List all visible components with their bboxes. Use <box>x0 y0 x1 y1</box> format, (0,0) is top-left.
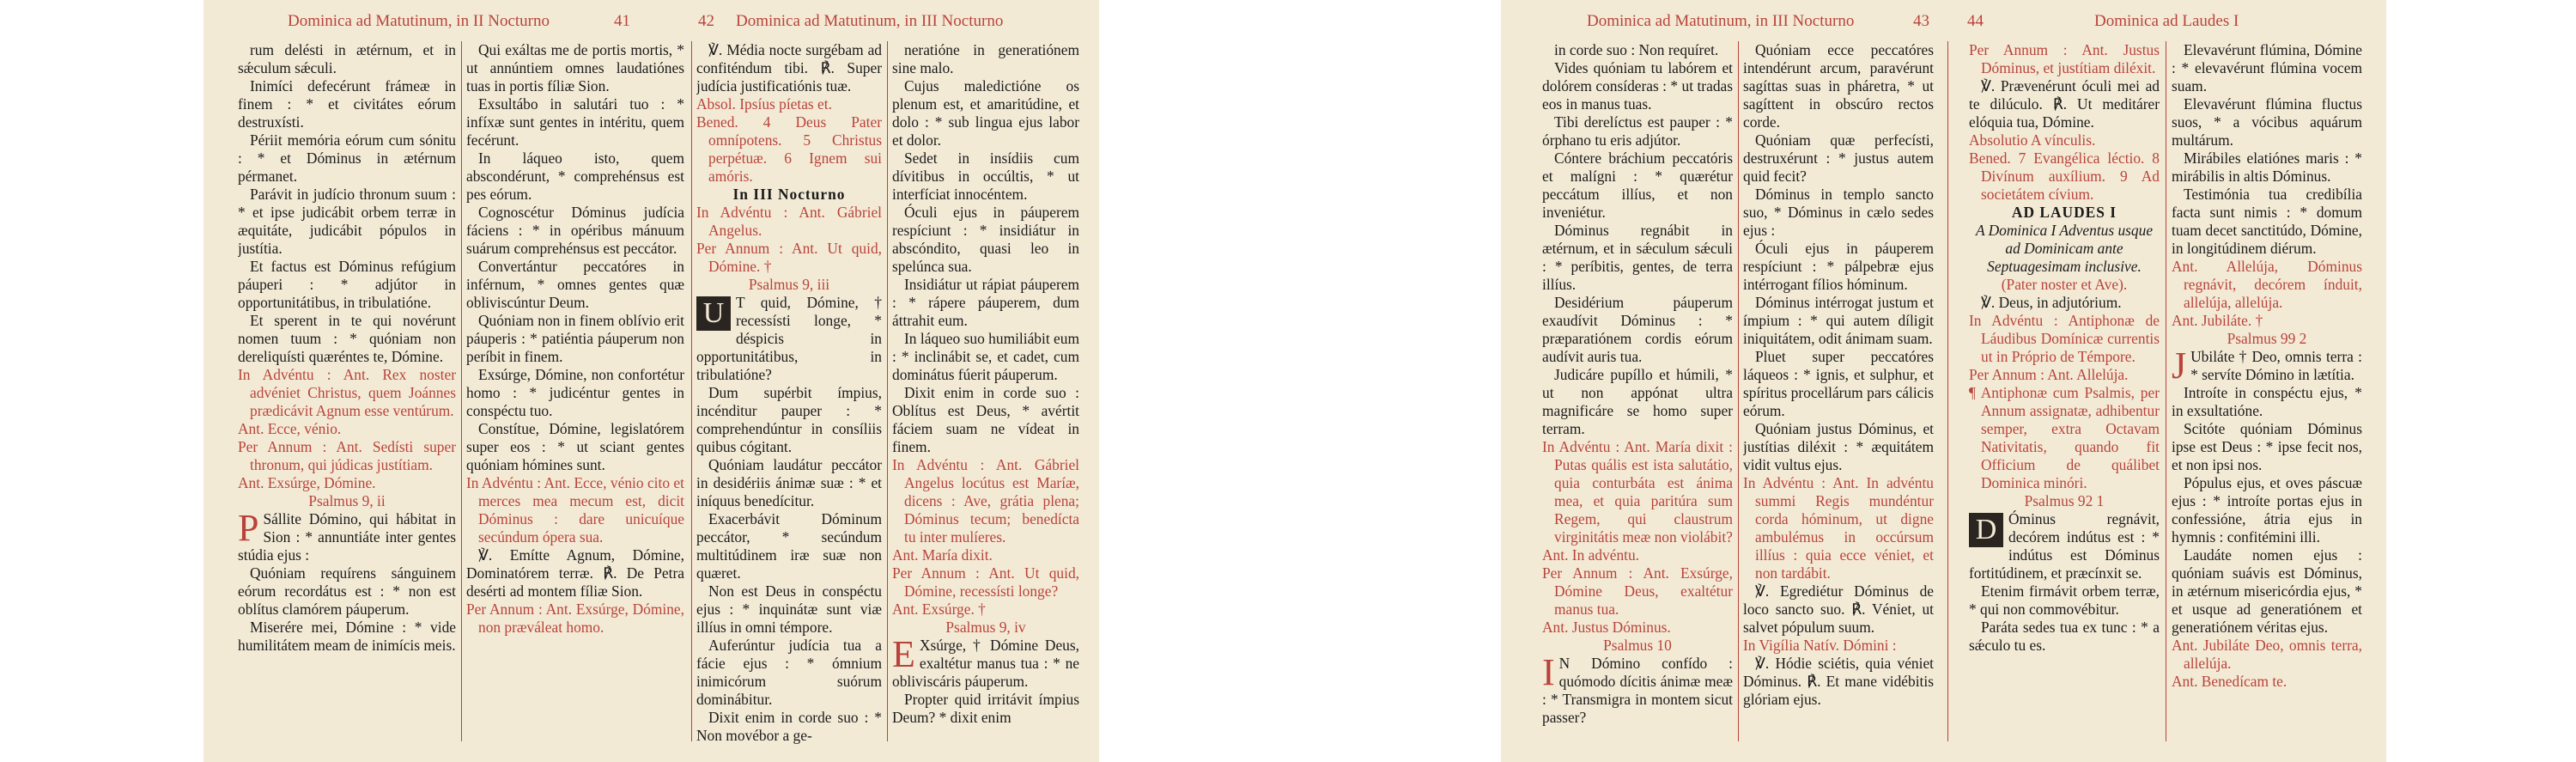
verse: Quóniam non in finem oblívio erit páuperis : * patiéntia páuperum non períbit in finem. <box>466 312 684 365</box>
rubric: Bened. 4 Deus Pater omnípotens. 5 Christus perpétuæ. 6 Ignem sui amóris. <box>696 113 882 185</box>
verse: Sedet in insídiis cum dívitibus in occúltis, * ut interfíciat innocéntem. <box>892 149 1079 203</box>
psalm-verse <box>2172 344 2362 387</box>
rubric: Per Annum : Ant. Ut quid, Dómine, recessísti longe? <box>892 564 1079 600</box>
verse: Inimíci defecérunt frámeæ in finem : * et civitátes eórum destruxísti. <box>238 77 456 131</box>
verse-text: Óminus regnávit, decórem indútus est : * indútus est Dóminus fortitúdinem, et præcínxit se. <box>1969 510 2160 582</box>
psalm-heading: Psalmus 9, iv <box>945 619 1026 636</box>
column-rule <box>887 41 888 741</box>
verse: Elevavérunt flúmina, Dómine : * elevavérunt flúmina vocem suam. <box>2172 41 2362 94</box>
page-number: 44 <box>1967 12 1984 30</box>
column-rule <box>1738 41 1739 741</box>
drop-cap: E <box>892 633 915 675</box>
section-heading: In III Nocturno <box>732 186 846 203</box>
verse: Óculi ejus in páuperem respíciunt : * insidiátur in abscóndito, quasi leo in spelúnca sua. <box>892 204 1079 275</box>
rubric: Ant. Benedícam te. <box>2172 673 2287 690</box>
verse: Desidérium páuperum exaudívit Dóminus : * præparatiónem cordis eórum audívit auris tua. <box>1542 294 1733 365</box>
column-rule <box>461 41 462 741</box>
rubric: In Vigília Natív. Dómini : <box>1743 637 1897 654</box>
psalm-verse <box>892 633 1079 691</box>
text-column <box>238 41 456 754</box>
verse: Judicáre pupíllo et húmili, * ut non appónat ultra magnificáre se homo super terram. <box>1542 366 1733 437</box>
text-column <box>696 41 882 754</box>
verse-text: N Dómino confído : quómodo dícitis ánimæ meæ : * Transmigra in montem sicut passer? <box>1542 655 1733 726</box>
verse: in corde suo : Non requíret. <box>1554 41 1719 58</box>
rubric-note: A Dominica I Adventus usque ad Dominicam ante Septuagesimam inclusive. <box>1975 222 2154 275</box>
verse: Tibi derelíctus est pauper : * órphano tu eris adjútor. <box>1542 113 1733 149</box>
verse: ℣. Hódie sciétis, quia véniet Dóminus. ℟. Et mane vidébitis glóriam ejus. <box>1743 655 1934 708</box>
psalm-heading: Psalmus 9, iii <box>748 276 830 293</box>
psalm-verse <box>696 294 882 384</box>
page-43 <box>1501 0 1957 762</box>
verse: rum delésti in ætérnum, et in sǽculum sǽculi. <box>238 41 456 76</box>
verse: Miserére mei, Dómine : * vide humilitátem meam de inimícis meis. <box>238 619 456 654</box>
verse: Testimónia tua credibília facta sunt nimis : * domum tuam decet sanctitúdo, Dómine, in longitúdinem diérum. <box>2172 186 2362 257</box>
verse: Paráta sedes tua ex tunc : * a sǽculo tu es. <box>1969 619 2160 654</box>
verse: neratióne in generatiónem sine malo. <box>892 41 1079 76</box>
verse: Dixit enim in corde suo : Oblítus est Deus, * avértit fáciem suam ne vídeat in finem. <box>892 384 1079 455</box>
verse-text: Sállite Dómino, qui hábitat in Sion : * annuntiáte inter gentes stúdia ejus : <box>238 510 456 564</box>
verse: Dum supérbit ímpius, incénditur pauper : * comprehendúntur in consíliis quibus cógitant. <box>696 384 882 455</box>
verse: Et sperent in te qui novérunt nomen tuum : * quóniam non dereliquísti quæréntes te, Dómine. <box>238 312 456 365</box>
rubric: Ant. Justus Dóminus. <box>1542 619 1671 636</box>
rubric: Absol. Ipsíus píetas et. <box>696 95 832 113</box>
verse: Non est Deus in conspéctu ejus : * inquinátæ sunt viæ illíus in omni témpore. <box>696 582 882 636</box>
rubric: Bened. 7 Evangélica léctio. 8 Divínum auxílium. 9 Ad societátem cívium. <box>1969 149 2160 203</box>
column-rule <box>1947 41 1948 741</box>
rubric: In Advéntu : Ant. Ecce, vénio cito et merces mea mecum est, dicit Dóminus : dare unicuíque secúndum ópera sua. <box>466 474 684 546</box>
column-rule <box>691 41 692 741</box>
verse: ℣. Egrediétur Dóminus de loco sancto suo. ℟. Véniet, ut salvet pópulum suum. <box>1743 582 1934 636</box>
verse: Constítue, Dómine, legislatórem super eos : * ut sciant gentes quóniam hómines sunt. <box>466 420 684 473</box>
rubric: Ant. In advéntu. <box>1542 546 1640 564</box>
text-column <box>2172 41 2362 754</box>
verse: Exsultábo in salutári tuo : * infíxæ sunt gentes in intéritu, quem fecérunt. <box>466 95 684 149</box>
psalm-heading: (Pater noster et Ave). <box>2001 276 2128 293</box>
psalm-heading: Psalmus 10 <box>1603 637 1672 654</box>
verse: Quóniam laudátur peccátor in desidériis ánimæ suæ : * et iníquus benedícitur. <box>696 456 882 509</box>
verse: Óculi ejus in páuperem respíciunt : * pálpebræ ejus intérrogant fílios hóminum. <box>1743 240 1934 293</box>
verse: Insidiátur ut rápiat páuperem : * rápere páuperem, dum áttrahit eum. <box>892 276 1079 329</box>
verse: Scitóte quóniam Dóminus ipse est Deus : * ipse fecit nos, et non ipsi nos. <box>2172 420 2362 473</box>
rubric: Per Annum : Ant. Ut quid, Dómine. † <box>696 240 882 275</box>
page-42 <box>686 0 1099 762</box>
psalm-verse <box>1969 510 2160 582</box>
rubric: Ant. Exsúrge. † <box>892 600 986 618</box>
verse: ℣. Deus, in adjutórium. <box>1981 294 2122 311</box>
verse: Et factus est Dóminus refúgium páuperi : * adjútor in opportunitátibus, in tribulatióne. <box>238 258 456 311</box>
rubric: In Advéntu : Ant. Rex noster advéniet Christus, quem Joánnes prædicávit Agnum esse ventúrum. <box>238 366 456 419</box>
drop-cap: I <box>1542 651 1555 693</box>
running-header: Dominica ad Laudes I <box>2094 12 2239 30</box>
psalm-heading: Psalmus 99 2 <box>2227 330 2307 347</box>
text-column <box>1969 41 2160 754</box>
verse: Exsúrge, Dómine, non confortétur homo : * judicéntur gentes in conspéctu tuo. <box>466 366 684 419</box>
rubric: ¶ Antiphonæ cum Psalmis, per Annum assignatæ, adhibentur semper, extra Octavam Nativitatis, quando fit Officium de quálibet Dominica minóri. <box>1969 384 2160 491</box>
rubric: Ant. María dixit. <box>892 546 993 564</box>
drop-cap: U <box>696 296 731 331</box>
verse: Exacerbávit Dóminum peccátor, * secúndum multitúdinem iræ suæ non quæret. <box>696 510 882 582</box>
verse: Pluet super peccatóres láqueos : * ignis, et sulphur, et spíritus procellárum pars cálicis eórum. <box>1743 348 1934 419</box>
verse: ℣. Emítte Agnum, Dómine, Dominatórem terræ. ℟. De Petra desérti ad montem fíliæ Sion. <box>466 546 684 600</box>
verse: Qui exáltas me de portis mortis, * ut annúntiem omnes laudatiónes tuas in portis fíliæ Sion. <box>466 41 684 94</box>
verse-text: T quid, Dómine, † recessísti longe, * déspicis in opportunitátibus, in tribulatióne? <box>696 294 882 383</box>
verse: Etenim firmávit orbem terræ, * qui non commovébitur. <box>1969 582 2160 618</box>
page-number: 42 <box>698 12 714 30</box>
rubric: Ant. Jubiláte Deo, omnis terra, allelúja. <box>2172 637 2362 672</box>
verse: Dóminus in templo sancto suo, * Dóminus in cælo sedes ejus : <box>1743 186 1934 239</box>
verse: Quóniam ecce peccatóres intendérunt arcum, paravérunt sagíttas suas in pháretra, * ut sagíttent in obscúro rectos corde. <box>1743 41 1934 131</box>
rubric: In Advéntu : Ant. Gábriel Angelus. <box>696 204 882 239</box>
psalm-heading: Psalmus 9, ii <box>308 492 386 509</box>
psalm-verse <box>238 507 456 564</box>
verse: ℣. Prævenérunt óculi mei ad te dilúculo. ℟. Ut meditárer elóquia tua, Dómine. <box>1969 77 2160 131</box>
page-number: 43 <box>1913 12 1929 30</box>
running-header: Dominica ad Matutinum, in III Nocturno <box>1587 12 1855 30</box>
verse: Périit memória eórum cum sónitu : * et Dóminus in ætérnum pérmanet. <box>238 131 456 185</box>
rubric: Ant. Exsúrge, Dómine. <box>238 474 376 491</box>
section-heading: AD LAUDES I <box>2011 204 2117 221</box>
text-column <box>892 41 1079 754</box>
rubric: Per Annum : Ant. Allelúja. <box>1969 366 2129 383</box>
verse: Cóntere bráchium peccatóris et malígni : * quærétur peccátum illíus, et non inveniétur. <box>1542 149 1733 221</box>
drop-cap: D <box>1969 513 2003 547</box>
verse: Auferúntur judícia tua a fácie ejus : * ómnium inimicórum suórum dominábitur. <box>696 637 882 708</box>
verse: In láqueo suo humiliábit eum : * inclinábit se, et cadet, cum dominátus fúerit páuperum. <box>892 330 1079 383</box>
verse: Quóniam requírens sánguinem eórum recordátus est : * non est oblítus clamórem páuperum. <box>238 564 456 618</box>
verse: Mirábiles elatiónes maris : * mirábilis in altis Dóminus. <box>2172 149 2362 185</box>
verse: Quóniam quæ perfecísti, destruxérunt : * justus autem quid fecit? <box>1743 131 1934 185</box>
rubric: Ant. Jubiláte. † <box>2172 312 2263 329</box>
rubric: In Advéntu : Ant. In advéntu summi Regis mundéntur corda hóminum, ut digne ambulémus in occúrsum illíus : quia ecce véniet, et non tardábit. <box>1743 474 1934 582</box>
rubric: In Advéntu : Ant. Gábriel Angelus locútus est Maríæ, dicens : Ave, grátia plena; Dóminus tecum; benedícta tu inter mulíeres. <box>892 456 1079 546</box>
verse: Dóminus regnábit in ætérnum, et in sǽculum sǽculi : * períbitis, gentes, de terra illíus. <box>1542 222 1733 293</box>
verse: Quóniam justus Dóminus, et justítias diléxit : * æquitátem vidit vultus ejus. <box>1743 420 1934 473</box>
text-column <box>1542 41 1733 754</box>
page-44 <box>1957 0 2386 762</box>
verse: Laudáte nomen ejus : quóniam suávis est Dóminus, in ætérnum misericórdia ejus, * et usque ad generatiónem et generatiónem véritas ejus. <box>2172 546 2362 636</box>
verse: Pópulus ejus, et oves páscuæ ejus : * introíte portas ejus in confessióne, átria ejus in hymnis : confitémini illi. <box>2172 474 2362 546</box>
rubric: In Advéntu : Antiphonæ de Láudibus Domínicæ currentis ut in Próprio de Témpore. <box>1969 312 2160 365</box>
drop-cap: J <box>2172 344 2187 387</box>
rubric: Ant. Allelúja, Dóminus regnávit, decórem índuit, allelúja, allelúja. <box>2172 258 2362 311</box>
verse: Vides quóniam tu labórem et dolórem consíderas : * ut tradas eos in manus tuas. <box>1542 59 1733 113</box>
rubric: Per Annum : Ant. Sedísti super thronum, qui júdicas justítiam. <box>238 438 456 473</box>
verse-text: Ubiláte † Deo, omnis terra : * servíte Dómino in lætítia. <box>2190 348 2362 383</box>
verse: Introíte in conspéctu ejus, * in exsultatióne. <box>2172 384 2362 419</box>
drop-cap: P <box>238 507 259 549</box>
psalm-heading: Psalmus 92 1 <box>2024 492 2105 509</box>
text-column <box>466 41 684 754</box>
rubric: In Advéntu : Ant. María dixit : Putas quális est ista salutátio, quia conturbáta est ánima mea, et quia paritúra sum Regem, qui claustrum virginitátis meæ non violábit? <box>1542 438 1733 546</box>
rubric: Per Annum : Ant. Justus Dóminus, et justítiam diléxit. <box>1969 41 2160 76</box>
verse: ℣. Média nocte surgébam ad confiténdum tibi. ℟. Super judícia justificatiónis tuæ. <box>696 41 882 94</box>
page-41 <box>204 0 686 762</box>
text-column <box>1743 41 1934 754</box>
rubric: Per Annum : Ant. Exsúrge, Dómine Deus, exaltétur manus tua. <box>1542 564 1733 618</box>
running-header: Dominica ad Matutinum, in III Nocturno <box>736 12 1004 30</box>
verse: Parávit in judício thronum suum : * et ipse judicábit orbem terræ in æquitáte, judicábit pópulos in justítia. <box>238 186 456 257</box>
running-header: Dominica ad Matutinum, in II Nocturno <box>288 12 550 30</box>
rubric: Ant. Ecce, vénio. <box>238 420 342 437</box>
rubric: Per Annum : Ant. Exsúrge, Dómine, non præváleat homo. <box>466 600 684 636</box>
verse: Dixit enim in corde suo : * Non movébor a ge- <box>696 709 882 744</box>
verse: Dóminus intérrogat justum et ímpium : * qui autem díligit iniquitátem, odit ánimam suam. <box>1743 294 1934 347</box>
verse: Cujus maledictióne os plenum est, et amaritúdine, et dolo : * sub lingua ejus labor et dolor. <box>892 77 1079 149</box>
verse: In láqueo isto, quem abscondérunt, * comprehénsus est pes eórum. <box>466 149 684 203</box>
verse: Convertántur peccatóres in inférnum, * omnes gentes quæ obliviscúntur Deum. <box>466 258 684 311</box>
rubric: Absolutio A vínculis. <box>1969 131 2096 149</box>
verse: Propter quid irritávit ímpius Deum? * dixit enim <box>892 691 1079 726</box>
page-number: 41 <box>614 12 630 30</box>
psalm-verse <box>1542 651 1733 727</box>
verse-text: Xsúrge, † Dómine Deus, exaltétur manus tua : * ne obliviscáris páuperum. <box>892 637 1079 690</box>
verse: Elevavérunt flúmina fluctus suos, * a vócibus aquárum multárum. <box>2172 95 2362 149</box>
verse: Cognoscétur Dóminus judícia fáciens : * in opéribus mánuum suárum comprehénsus est peccátor. <box>466 204 684 257</box>
